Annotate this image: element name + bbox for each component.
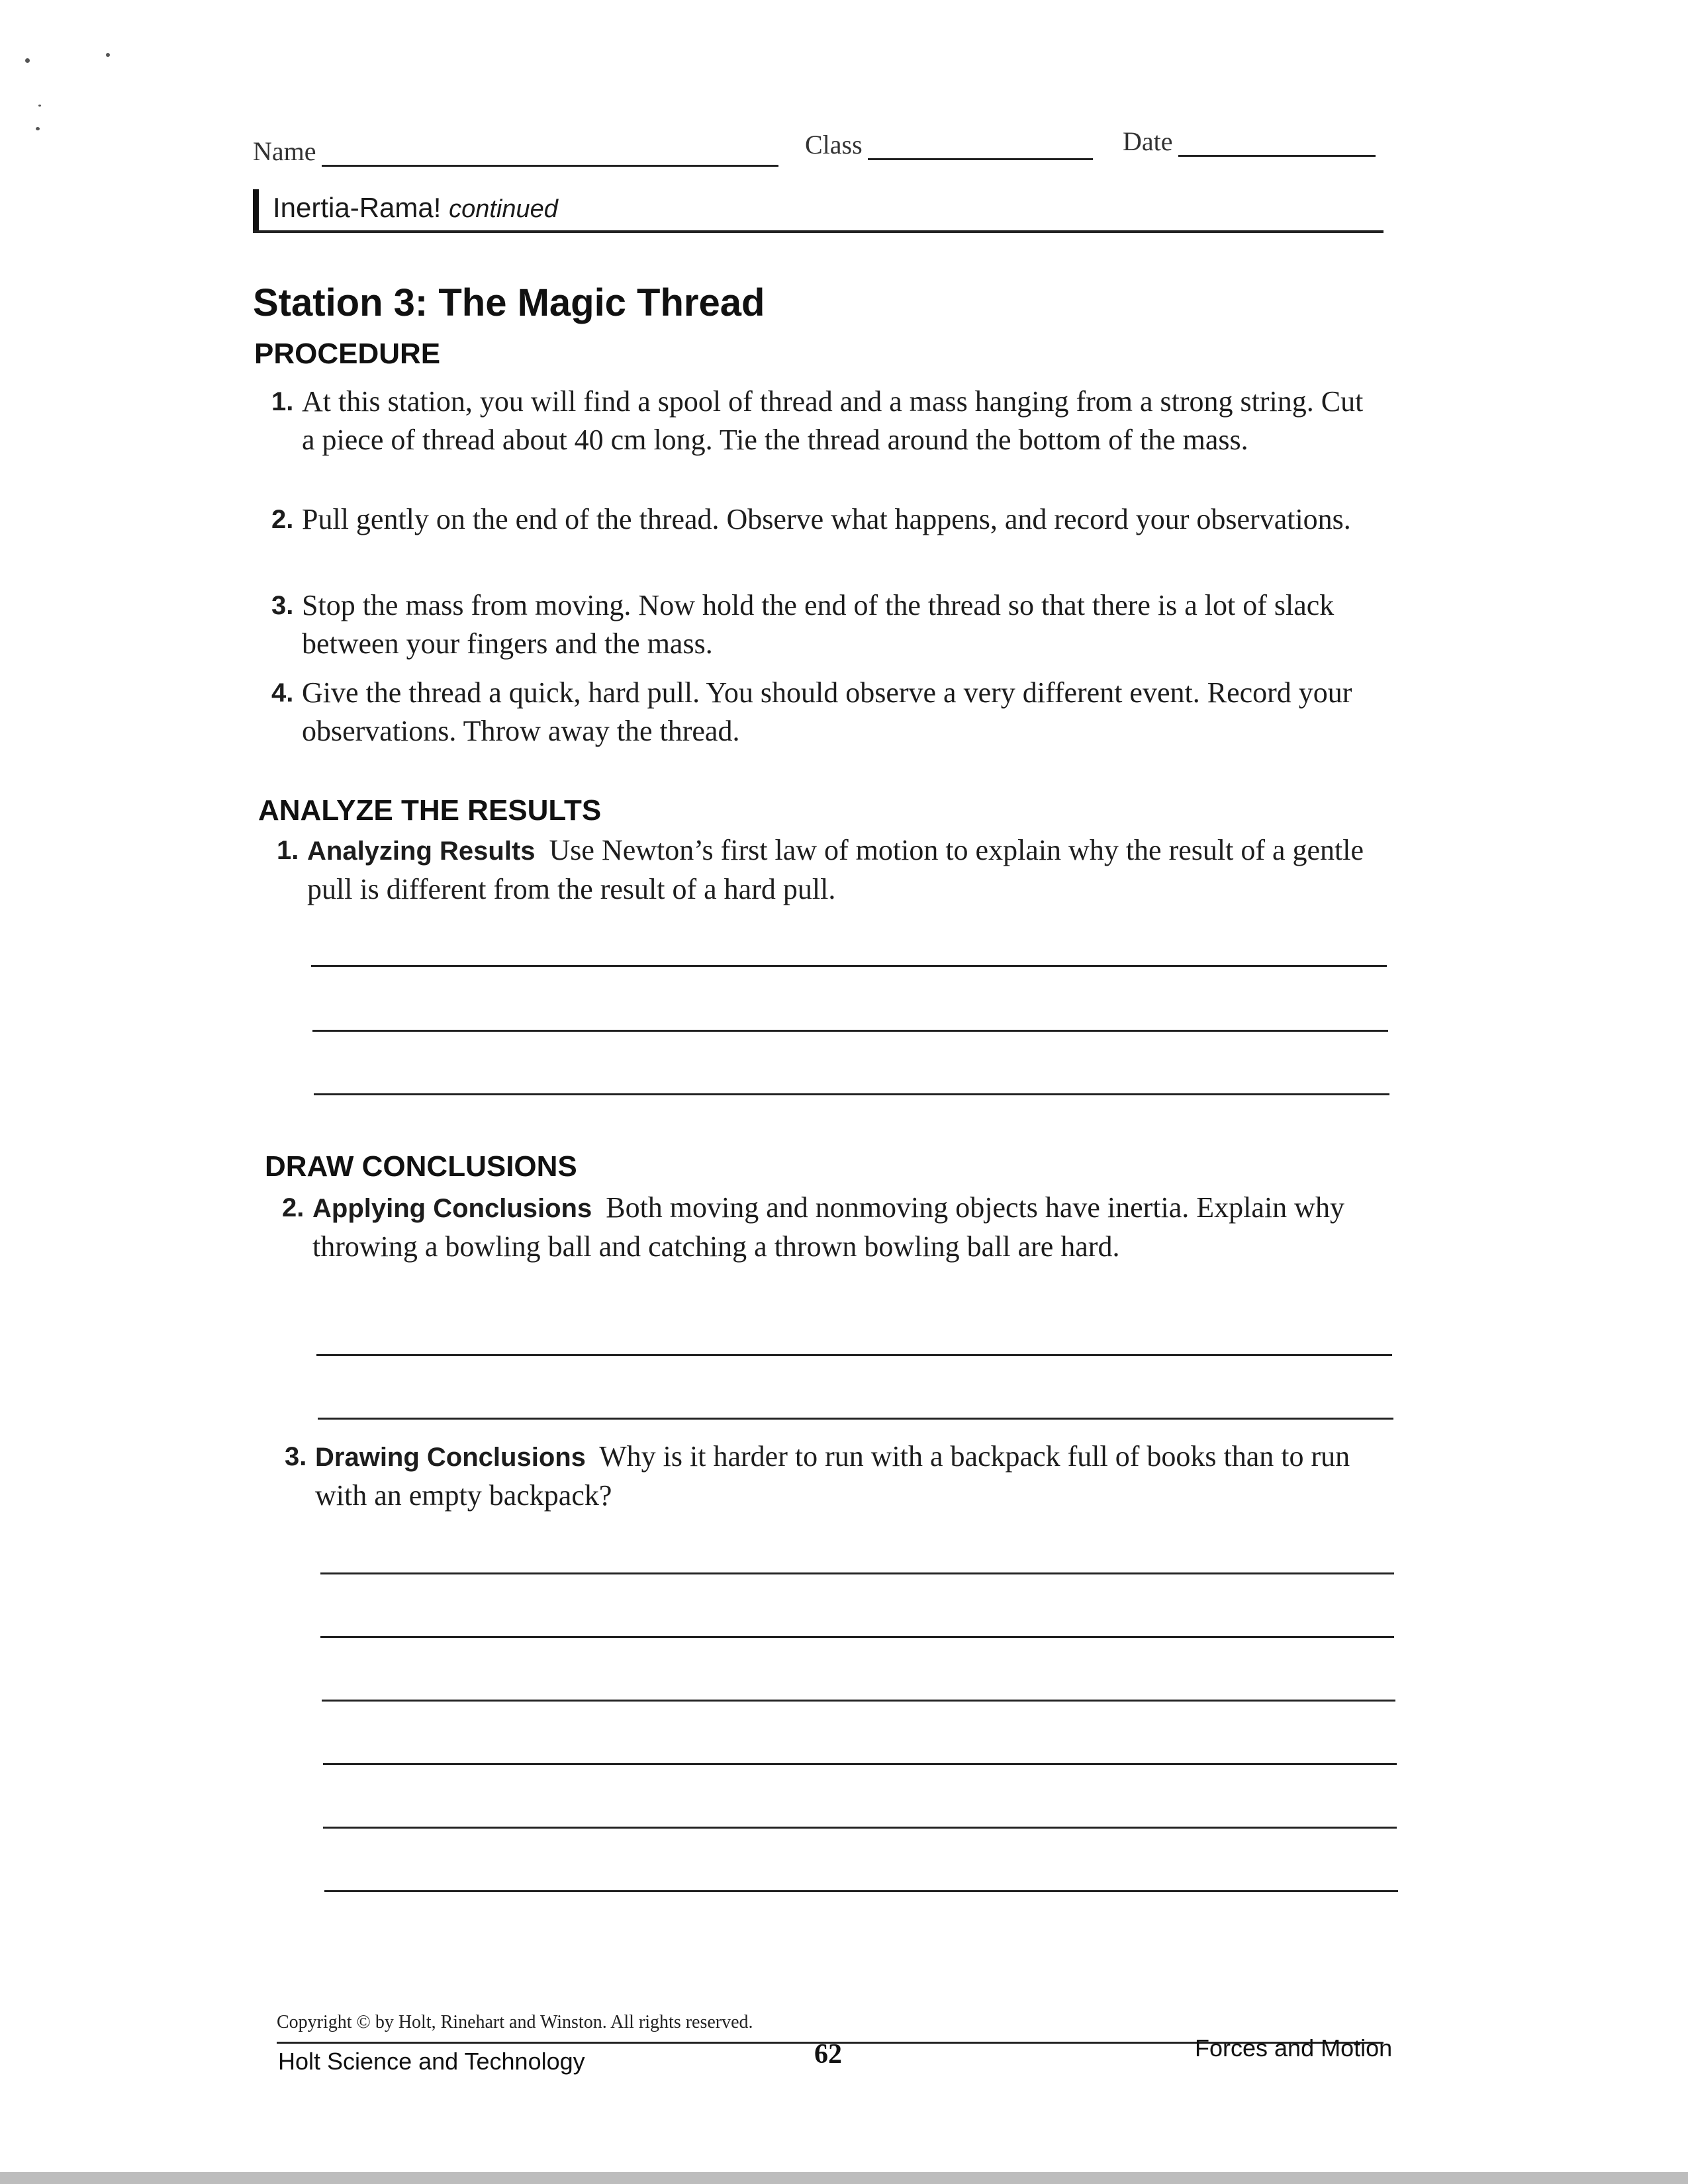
footer-left: Holt Science and Technology (278, 2048, 585, 2075)
procedure-step (271, 383, 1364, 459)
question-text: Use Newton’s first law of motion to explain why the result of a gentle pull is different from the result of a hard pull. (307, 834, 1364, 905)
date-line[interactable] (1178, 132, 1376, 157)
scan-speck (106, 53, 110, 57)
running-head-bar (253, 189, 259, 230)
answer-line[interactable] (323, 1763, 1397, 1765)
scan-speck (38, 105, 41, 107)
answer-line[interactable] (320, 1636, 1394, 1638)
answer-line[interactable] (314, 1093, 1389, 1095)
analyze-question (277, 831, 1376, 909)
step-text: Pull gently on the end of the thread. Observe what happens, and record your observations. (302, 503, 1351, 535)
question-text: Why is it harder to run with a backpack full of books than to run with an empty backpack? (315, 1440, 1350, 1512)
date-label: Date (1123, 126, 1173, 156)
running-head-title: Inertia-Rama! (273, 192, 442, 223)
scan-edge (0, 2172, 1688, 2184)
step-text: At this station, you will find a spool of thread and a mass hanging from a strong string. Cut a piece of thread about 40 cm long. Tie the thread around the bottom of the mass. (302, 385, 1364, 456)
step-number: 1. (271, 387, 294, 416)
answer-line[interactable] (320, 1572, 1394, 1574)
question-label: Applying Conclusions (312, 1194, 592, 1223)
answer-line[interactable] (312, 1030, 1388, 1032)
procedure-heading: PROCEDURE (254, 338, 441, 370)
analyze-heading: ANALYZE THE RESULTS (258, 794, 602, 827)
step-number: 2. (271, 505, 294, 534)
step-number: 4. (271, 678, 294, 707)
scan-speck (36, 127, 40, 130)
station-title: Station 3: The Magic Thread (253, 281, 765, 324)
procedure-step (271, 674, 1364, 751)
question-body (312, 1189, 1374, 1266)
question-text: Both moving and nonmoving objects have inertia. Explain why throwing a bowling ball and catching a thrown bowling ball are hard. (312, 1191, 1344, 1263)
question-body (315, 1437, 1377, 1515)
procedure-step (271, 586, 1364, 663)
answer-line[interactable] (324, 1890, 1398, 1892)
name-line[interactable] (322, 142, 778, 167)
conclusion-question (282, 1189, 1374, 1266)
footer-right: Forces and Motion (1195, 2034, 1393, 2062)
scan-speck (25, 58, 30, 63)
question-label: Drawing Conclusions (315, 1443, 586, 1472)
procedure-step (271, 500, 1364, 539)
question-number: 3. (285, 1442, 307, 1471)
class-line[interactable] (868, 136, 1093, 160)
answer-line[interactable] (311, 965, 1387, 967)
answer-line[interactable] (318, 1418, 1393, 1420)
question-number: 1. (277, 836, 299, 865)
running-head-text (273, 192, 558, 224)
answer-line[interactable] (323, 1827, 1397, 1829)
class-label: Class (805, 130, 863, 159)
date-field[interactable] (1123, 126, 1376, 157)
running-head (253, 187, 1383, 233)
name-label: Name (253, 136, 316, 166)
copyright: Copyright © by Holt, Rinehart and Winston. All rights reserved. (277, 2012, 753, 2032)
question-body (307, 831, 1376, 909)
answer-line[interactable] (316, 1354, 1392, 1356)
step-number: 3. (271, 591, 294, 620)
answer-line[interactable] (322, 1700, 1395, 1702)
page-number: 62 (814, 2039, 842, 2070)
class-field[interactable] (805, 129, 1093, 160)
step-text: Give the thread a quick, hard pull. You should observe a very different event. Record your observations. Throw away the thread. (302, 676, 1352, 747)
running-head-suffix: continued (449, 195, 558, 223)
question-number: 2. (282, 1193, 305, 1222)
name-field[interactable] (253, 136, 778, 167)
step-text: Stop the mass from moving. Now hold the end of the thread so that there is a lot of slack between your fingers and the mass. (302, 589, 1335, 660)
conclusions-heading: DRAW CONCLUSIONS (265, 1150, 577, 1183)
conclusion-question (285, 1437, 1377, 1515)
question-label: Analyzing Results (307, 837, 536, 866)
